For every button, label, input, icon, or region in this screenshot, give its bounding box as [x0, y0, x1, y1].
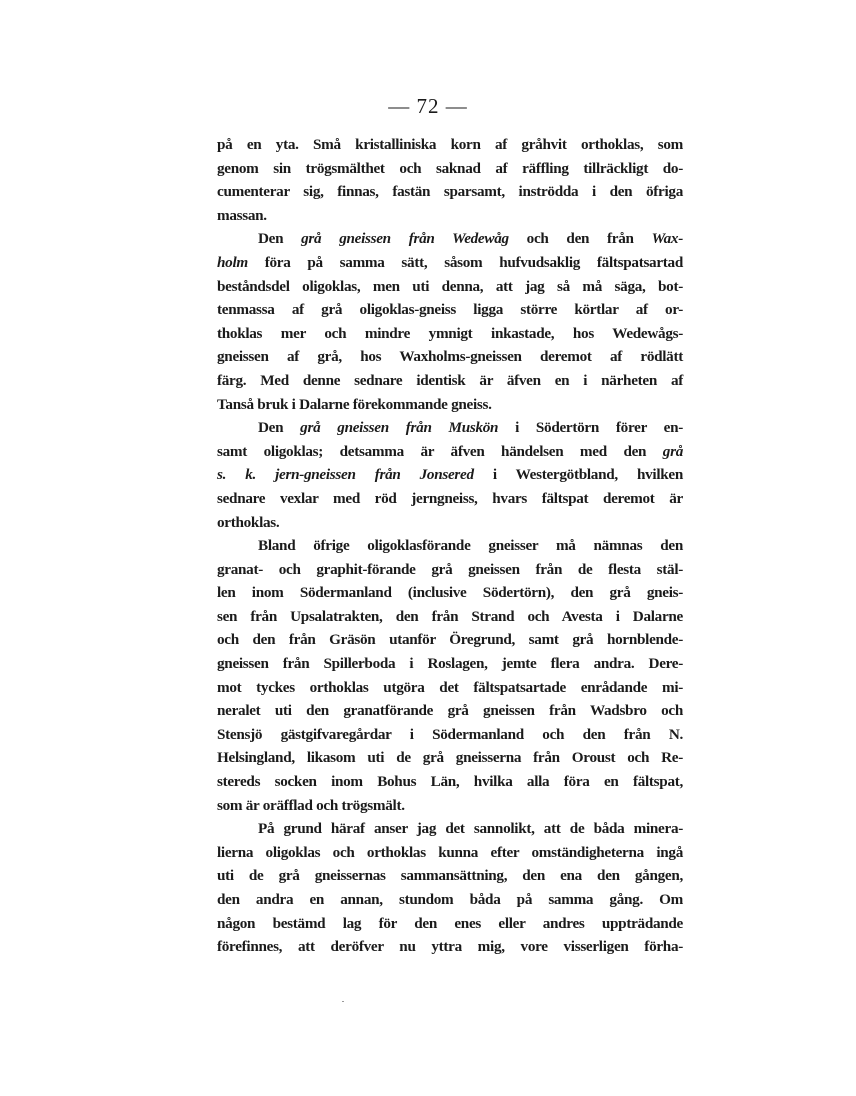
text-line: genom sin trögsmälthet och saknad af räffling tillräckligt do-	[217, 159, 683, 177]
text-line: Helsingland, likasom uti de grå gneisserna från Oroust och Re-	[217, 749, 683, 767]
text-line: holm föra på samma sätt, såsom hufvudsaklig fältspatsartad	[217, 253, 683, 271]
text-line: gneissen af grå, hos Waxholms-gneissen deremot af rödlätt	[217, 348, 683, 366]
text-line: tenmassa af grå oligoklas-gneiss ligga större körtlar af or-	[217, 301, 683, 319]
text-line: sen från Upsalatrakten, den från Strand och Avesta i Dalarne	[217, 607, 683, 625]
text-line: massan.	[217, 206, 267, 224]
text-line: uti de grå gneissernas sammansättning, den ena den gången,	[217, 867, 683, 885]
text-line: på en yta. Små kristalliniska korn af gråhvit orthoklas, som	[217, 136, 683, 153]
body-text	[217, 133, 683, 959]
page-number: — 72 —	[388, 94, 468, 118]
text-line: sednare vexlar med röd jerngneiss, hvars fältspat deremot är	[217, 489, 683, 507]
text-line: samt oligoklas; detsamma är äfven händelsen med den grå	[217, 442, 683, 460]
text-line: Tanså bruk i Dalarne förekommande gneiss.	[217, 395, 492, 413]
text-line: cumenterar sig, finnas, fastän sparsamt, inströdda i den öfriga	[217, 183, 683, 201]
text-line: Den grå gneissen från Muskön i Södertörn förer en-	[258, 419, 683, 437]
text-line: och den från Gräsön utanför Öregrund, samt grå hornblende-	[217, 631, 683, 649]
paper-speck	[342, 1001, 344, 1002]
text-line: som är oräfflad och trögsmält.	[217, 796, 405, 814]
text-line: neralet uti den granatförande grå gneissen från Wadsbro och	[217, 702, 683, 720]
text-line: gneissen från Spillerboda i Roslagen, jemte flera andra. Dere-	[217, 655, 683, 673]
text-line: beståndsdel oligoklas, men uti denna, att jag så må säga, bot-	[217, 277, 683, 295]
text-line: färg. Med denne sednare identisk är äfven en i närheten af	[217, 371, 683, 389]
text-line: lierna oligoklas och orthoklas kunna efter omständigheterna ingå	[217, 843, 683, 861]
text-line: Bland öfrige oligoklasförande gneisser må nämnas den	[258, 537, 683, 555]
text-line: len inom Södermanland (inclusive Södertörn), den grå gneis-	[217, 584, 683, 602]
text-line: Stensjö gästgifvaregårdar i Södermanland och den från N.	[217, 725, 683, 743]
text-line: thoklas mer och mindre ymnigt inkastade, hos Wedewågs-	[217, 324, 683, 342]
text-line: Den grå gneissen från Wedewåg och den från Wax-	[258, 230, 683, 248]
text-line: orthoklas.	[217, 513, 280, 531]
text-line: mot tyckes orthoklas utgöra det fältspatsartade enrådande mi-	[217, 678, 683, 696]
text-line: den andra en annan, stundom båda på samma gång. Om	[217, 891, 683, 908]
text-line: någon bestämd lag för den enes eller andres uppträdande	[217, 914, 683, 932]
text-line: På grund häraf anser jag det sannolikt, att de båda minera-	[258, 820, 683, 838]
text-line: s. k. jern-gneissen från Jonsered i Westergötbland, hvilken	[217, 466, 683, 484]
text-line: förefinnes, att deröfver nu yttra mig, vore visserligen förha-	[217, 938, 683, 956]
text-line: granat- och graphit-förande grå gneissen från de flesta stäl-	[217, 560, 683, 578]
text-line: stereds socken inom Bohus Län, hvilka alla föra en fältspat,	[217, 773, 683, 791]
